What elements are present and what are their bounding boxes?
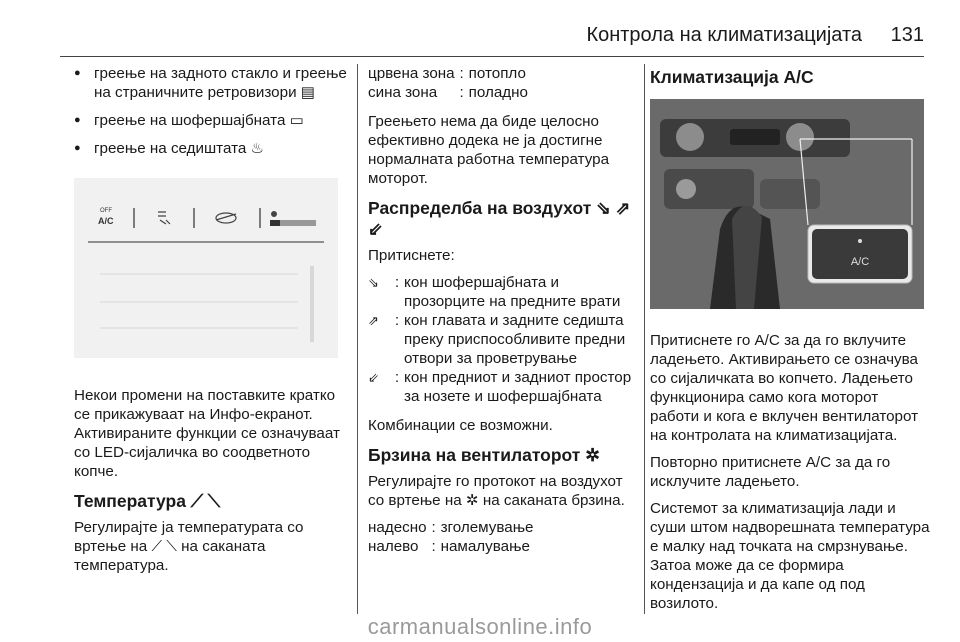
fan-key: надесно [368,519,427,536]
section-heading-fan-speed: Брзина на вентилаторот ✲ [368,445,600,465]
bullet-item: ● греење на седиштата ♨ [74,139,352,158]
section-heading-ac: Климатизација A/C [650,67,814,87]
foot-air-icon: ⇙ [368,370,379,385]
recirculation-icon [216,213,236,223]
scrollbar [310,266,314,342]
paragraph: Регулирајте ја температурата со вртење на ⟋ ⟍ на саканата температура. [74,519,304,574]
fan-value: зголемување [440,519,534,536]
airflow-icon [158,212,170,224]
page-title: Контрола на климатизацијата [586,24,862,46]
paragraph: Системот за климатизација лади и суши штом надворешната температура е малку над точката на смрзнување. Затоа може да се формира кондензација и да капе од под возилото. [650,500,930,612]
ac-button-photo [650,99,924,309]
paragraph: Притиснете го A/C за да го вклучите ладењето. Активирањето се означува со сијаличката во копчето. Ладењето функционира само кога моторот работи и кога е вклучен вентилаторот на контролата на климатизацијата. [650,332,919,444]
column-divider [644,64,645,614]
ac-label: A/C [98,216,114,226]
fan-key: налево [368,538,419,555]
zone-key: црвена зона [368,65,455,82]
column-3 [650,64,930,621]
fan-direction-list: надесно : зголемување налево : намалување [368,518,636,556]
header-rule [60,56,924,57]
windshield-air-icon: ⇘ [368,275,379,290]
zone-list: црвена зона : потопло сина зона : поладно [368,64,636,102]
distribution-text: кон главата и задните седишта преку приспособливите предни отвори за проветрување [404,312,626,367]
column-divider [357,64,358,614]
head-air-icon: ⇗ [368,313,379,328]
press-label: Притиснете: [368,247,455,264]
paragraph: Греењето нема да биде целосно ефективно додека не ја достигне нормалната работна температура моторот. [368,113,610,187]
paragraph: Комбинации се возможни. [368,417,553,434]
distribution-list: ⇘ : кон шофершајбната и прозорците на предните врати ⇗ : кон главата и задните седишта преку приспособливите предни отвори за проветрување ⇙ : кон предниот и задниот простор за нозете и шофершајбната [368,273,636,406]
bullet-item: ● греење на задното стакло и греење на страничните ретровизори ▤ [74,64,352,102]
zone-value: потопло [468,65,526,82]
paragraph: Повторно притиснете A/C за да го исклучите ладењето. [650,454,891,490]
heating-bullets [74,64,352,158]
distribution-text: кон предниот и задниот простор за нозете и шофершајбната [404,369,632,405]
section-heading-temperature: Температура ⟋ ⟍ [74,491,221,511]
page-number: 131 [890,24,924,46]
ac-console-illustration [650,99,924,309]
distribution-text: кон шофершајбната и прозорците на предните врати [404,274,621,310]
info-display-illustration [74,178,338,358]
ac-off-text: OFF [100,208,112,214]
zone-value: поладно [468,84,528,101]
column-2 [368,64,636,566]
fan-value: намалување [440,538,530,555]
fan-level-icon [270,211,316,226]
page-header [0,0,960,56]
watermark: carmanualsonline.info [367,614,593,639]
zone-key: сина зона [368,84,438,101]
info-display-figure [74,178,338,358]
paragraph: Некои промени на поставките кратко се прикажуваат на Инфо-екранот. Активираните функции се означуваат со LED-сијаличка во соодветното копче. [74,387,340,480]
bullet-item: ● греење на шофершајбната ▭ [74,111,352,130]
section-heading-air-distribution: Распределба на воздухот ⇘ ⇗ ⇙ [368,198,631,239]
ac-button-label: A/C [850,256,870,268]
column-1 [74,64,352,583]
paragraph: Регулирајте го протокот на воздухот со вртење на ✲ на саканата брзина. [368,473,625,509]
